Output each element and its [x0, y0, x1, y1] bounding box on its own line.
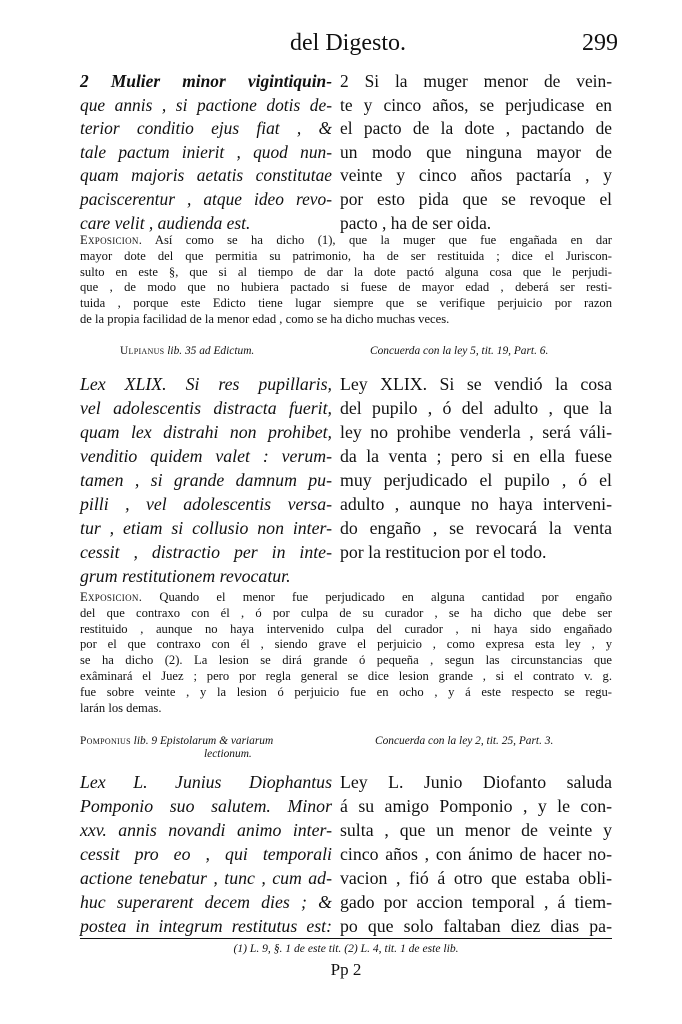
- spanish-line: á su amigo Pomponio , y le con-: [340, 796, 612, 816]
- latin-line: vel adolescentis distracta fuerit,: [80, 398, 332, 418]
- footnote-rule: [80, 938, 612, 939]
- spanish-line: el pacto de la dote , pactando de: [340, 118, 612, 139]
- exposicion-text: Así como se ha dicho (1), que la muger que fue engañada en dar: [142, 233, 612, 247]
- latin-line: huc superarent decem dies ; &: [80, 892, 332, 912]
- latin-line: Lex XLIX. Si res pupillaris,: [80, 374, 332, 394]
- latin-line: que annis , si pactione dotis de-: [80, 94, 332, 115]
- spanish-column-ley-49: [340, 372, 612, 564]
- exposicion-line: restituido , aunque no haya intervenido culpa del curador , ni haya sido engañado: [80, 621, 612, 636]
- spanish-line: adulto , aunque no haya interveni-: [340, 494, 612, 514]
- exposicion-line: mayor dote del que permitia su patrimonio, ha de ser restituida ; dice el Juriscon-: [80, 248, 612, 263]
- exposicion-line: [80, 233, 612, 249]
- exposicion-line: de la propia facilidad de la menor edad , como se ha dicho muchas veces.: [80, 311, 450, 326]
- running-title: del Digesto.: [290, 30, 406, 56]
- latin-line: tur , etiam si collusio non inter-: [80, 518, 332, 538]
- latin-line: pilli , vel adolescentis versa-: [80, 494, 332, 514]
- spanish-line: Ley XLIX. Si se vendió la cosa: [340, 374, 612, 394]
- exposicion-label: Exposicion.: [80, 233, 143, 247]
- spanish-column-ley-50: [340, 770, 612, 938]
- exposicion-text: Quando el menor fue perjudicado en alguna cantidad por engaño: [142, 590, 612, 604]
- latin-line: cessit , distractio per in inte-: [80, 542, 332, 562]
- exposicion-line: [80, 590, 612, 606]
- spanish-line: por esto pida que se revoque el: [340, 188, 612, 209]
- spanish-line: vacion , fió á otro que estaba obli-: [340, 868, 612, 888]
- exposicion-2: [80, 590, 612, 716]
- spanish-line: ley no prohibe venderla , será váli-: [340, 422, 612, 442]
- latin-line: venditio quidem valet : verum-: [80, 446, 332, 466]
- spanish-line: 2 Si la muger menor de vein-: [340, 71, 612, 91]
- source-work-continued: lectionum.: [204, 748, 252, 760]
- latin-column-lex-50: [80, 770, 332, 938]
- exposicion-line: sulto en este §, que si al tiempo de dar la dote pactó alguna cosa que le perjudi-: [80, 264, 612, 279]
- latin-line: xxv. annis novandi animo inter-: [80, 820, 332, 840]
- latin-line: grum restitutionem revocatur.: [80, 566, 291, 586]
- source-work: lib. 9 Epistolarum & variarum: [130, 735, 274, 747]
- signature-mark: Pp 2: [330, 960, 362, 979]
- latin-line: tale pactum inierit , quod nun-: [80, 141, 332, 162]
- latin-column-paragraph-2: [80, 70, 332, 235]
- latin-line: postea in integrum restitutus est:: [80, 916, 332, 936]
- latin-column-lex-49: [80, 372, 332, 588]
- spanish-line: Ley L. Junio Diofanto saluda: [340, 772, 612, 792]
- spanish-line: un modo que ninguna mayor de: [340, 141, 612, 162]
- spanish-line: do engaño , se revocará la venta: [340, 518, 612, 538]
- spanish-line: del pupilo , ó del adulto , que la: [340, 398, 612, 418]
- latin-line: terior conditio ejus fiat , &: [80, 118, 332, 139]
- exposicion-label: Exposicion.: [80, 590, 143, 604]
- source-work: lib. 35 ad Edictum.: [164, 345, 255, 357]
- spanish-line: da la venta ; pero si en ella fuese: [340, 446, 612, 466]
- latin-line: Pomponio suo salutem. Minor: [80, 796, 332, 816]
- concordance-citation: Concuerda con la ley 5, tit. 19, Part. 6.: [370, 345, 549, 357]
- exposicion-line: larán los demas.: [80, 700, 162, 715]
- source-author: Pomponius: [80, 735, 131, 747]
- spanish-line: gado por accion temporal , á tiem-: [340, 892, 612, 912]
- spanish-column-paragraph-2: [340, 70, 612, 235]
- latin-line: care velit , audienda est.: [80, 212, 251, 233]
- latin-line: cessit pro eo , qui temporali: [80, 844, 332, 864]
- source-citation-left: [120, 345, 254, 358]
- latin-line: actione tenebatur , tunc , cum ad-: [80, 868, 332, 888]
- exposicion-line: del que contraxo con él , ó por culpa de su curador , se ha dicho que debe ser: [80, 605, 612, 620]
- latin-line: Lex L. Junius Diophantus: [80, 772, 332, 792]
- concordance-citation: Concuerda con la ley 2, tit. 25, Part. 3.: [375, 735, 554, 747]
- latin-line: tamen , si grande damnum pu-: [80, 470, 332, 490]
- footnotes: (1) L. 9, §. 1 de este tit. (2) L. 4, tit. 1 de este lib.: [233, 942, 459, 955]
- source-author: Ulpianus: [120, 345, 165, 357]
- exposicion-line: fue sobre veinte , y la lesion ó perjuicio fue en ocho , y á este respecto se regu-: [80, 684, 612, 699]
- spanish-line: sulta , que un menor de veinte y: [340, 820, 612, 840]
- latin-line: paciscerentur , atque ideo revo-: [80, 188, 332, 209]
- spanish-line: veinte y cinco años pactaría , y: [340, 165, 612, 186]
- exposicion-line: se ha dicho (2). La lesion se dirá grande ó pequeña , segun las circunstancias que: [80, 653, 612, 668]
- spanish-line: por la restitucion por el todo.: [340, 542, 547, 562]
- spanish-line: te y cinco años, se perjudicase en: [340, 94, 612, 115]
- exposicion-line: que , de modo que no hubiera pactado si fuese de mayor edad , deberá ser resti-: [80, 280, 612, 295]
- exposicion-line: tuida , porque este Edicto tiene lugar siempre que se verifique perjuicio por razon: [80, 296, 612, 311]
- latin-line: 2 Mulier minor vigintiquin-: [80, 71, 332, 91]
- latin-line: quam majoris aetatis constitutae: [80, 165, 332, 186]
- spanish-line: muy perjudicado el pupilo , ó el: [340, 470, 612, 490]
- spanish-line: po que solo faltaban diez dias pa-: [340, 916, 612, 936]
- spanish-line: pacto , ha de ser oida.: [340, 212, 492, 233]
- running-header: [78, 30, 618, 66]
- exposicion-line: exâminará el Juez ; pero por regla general se dice lesion grande , si el contrato v. g.: [80, 668, 612, 683]
- exposicion-1: [80, 233, 612, 328]
- page-number: 299: [582, 30, 618, 56]
- source-citation-left: [80, 735, 273, 761]
- spanish-line: cinco años , con ánimo de hacer no-: [340, 844, 612, 864]
- exposicion-line: por el que contraxo con él , siendo grave el perjuicio , como expresa esta ley , y: [80, 637, 612, 652]
- latin-line: quam lex distrahi non prohibet,: [80, 422, 332, 442]
